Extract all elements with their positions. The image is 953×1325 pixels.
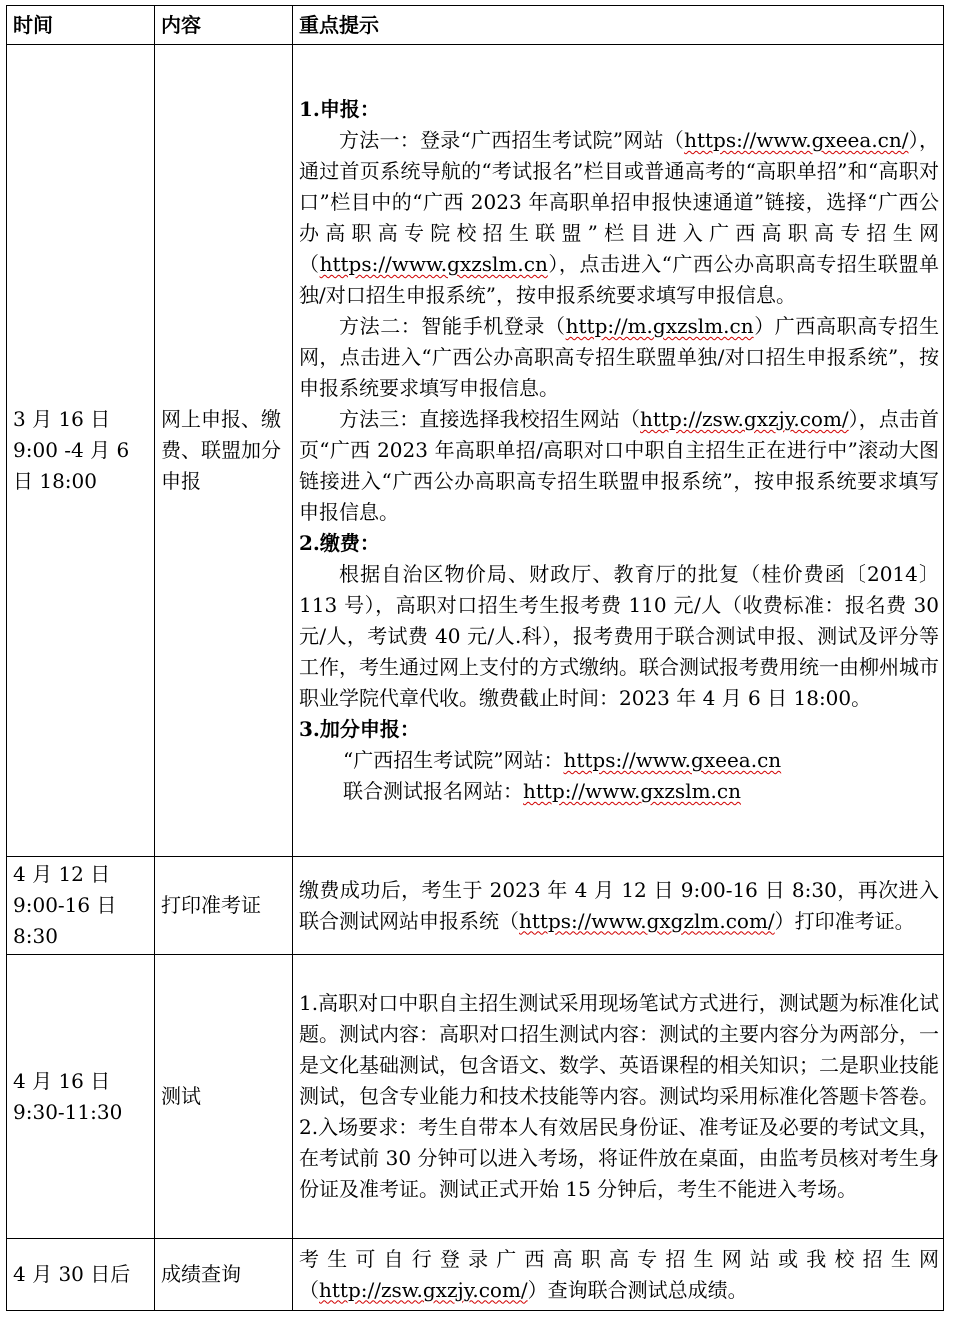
link-gxgzlm[interactable]: https://www.gxgzlm.com/ [519, 908, 775, 933]
method-three: 方法三：直接选择我校招生网站（http://zsw.gxzjy.com/），点击首页“广西 2023 年高职单招/高职对口中职自主招生正在进行中”滚动大图链接进入“广西公办高职高专招生联盟申报系统”，按申报系统要求填写申报信息。 [299, 407, 940, 524]
table-row [7, 45, 944, 857]
row-content: 打印准考证 [155, 857, 293, 955]
bonus-site-2: 联合测试报名网站：http://www.gxzslm.cn [343, 779, 741, 803]
table-row [7, 955, 944, 1239]
entry-requirements: 2.入场要求：考生自带本人有效居民身份证、准考证及必要的考试文具，在考试前 30 分钟可以进入考场，将证件放在桌面，由监考员核对考生身份证及准考证。测试正式开始 15 分钟后，考生不能进入考场。 [299, 1115, 939, 1201]
row-notes: 缴费成功后，考生于 2023 年 4 月 12 日 9:00-16 日 8:30，再次进入联合测试网站申报系统（https://www.gxgzlm.com/）打印准考证。 [293, 857, 944, 955]
row-time: 3 月 16 日 9:00 -4 月 6 日 18:00 [7, 45, 155, 857]
fee-text: 根据自治区物价局、财政厅、教育厅的批复（桂价费函〔2014〕113 号），高职对口招生考生报考费 110 元/人（收费标准：报名费 30 元/人，考试费 40 元/人.科），报考费用于联合测试申报、测试及评分等工作，考生通过网上支付的方式缴纳。联合测试报考费用统一由柳州城市职业学院代章代收。缴费截止时间：2023 年 4 月 6 日 18:00。 [299, 562, 939, 710]
link-gxeea[interactable]: https://www.gxeea.cn/ [684, 128, 909, 152]
row-notes [293, 955, 944, 1239]
link-gxeea-2[interactable]: https://www.gxeea.cn [563, 748, 782, 772]
link-mobile-gxzslm[interactable]: http://m.gxzslm.cn [565, 314, 754, 338]
row-time: 4 月 16 日 9:30-11:30 [7, 955, 155, 1239]
method-one: 方法一：登录“广西招生考试院”网站（https://www.gxeea.cn/），通过首页系统导航的“考试报名”栏目或普通高考的“高职单招”和“高职对口”栏目中的“广西 2023 年高职单招申报快速通道”链接，选择“广西公办高职高专院校招生联盟”栏目进入广西高职高专招生网（https://www.gxzslm.cn），点击进入“广西公办高职高专招生联盟单独/对口招生申报系统”，按申报系统要求填写申报信息。 [299, 128, 940, 307]
header-content: 内容 [155, 6, 293, 45]
method-two: 方法二：智能手机登录（http://m.gxzslm.cn）广西高职高专招生网，点击进入“广西公办高职高专招生联盟单独/对口招生申报系统”，按申报系统要求填写申报信息。 [299, 314, 940, 400]
bonus-site-1: “广西招生考试院”网站：https://www.gxeea.cn [343, 748, 782, 772]
section-title: 2.缴费： [299, 531, 380, 555]
header-row [7, 6, 944, 45]
header-notes: 重点提示 [293, 6, 944, 45]
test-content: 1.高职对口中职自主招生测试采用现场笔试方式进行，测试题为标准化试题。测试内容：高职对口招生测试内容：测试的主要内容分为两部分，一是文化基础测试，包含语文、数学、英语课程的相关知识；二是职业技能测试，包含专业能力和技术技能等内容。测试均采用标准化答题卡答卷。 [299, 991, 939, 1108]
table-row [7, 1239, 944, 1311]
link-gxzslm-2[interactable]: http://www.gxzslm.cn [523, 779, 741, 803]
row-time: 4 月 12 日 9:00-16 日 8:30 [7, 857, 155, 955]
row-content: 网上申报、缴费、联盟加分申报 [155, 45, 293, 857]
row-time: 4 月 30 日后 [7, 1239, 155, 1311]
header-time: 时间 [7, 6, 155, 45]
section-title: 1.申报： [299, 97, 380, 121]
table-row [7, 857, 944, 955]
row-content: 成绩查询 [155, 1239, 293, 1311]
row-notes: 考生可自行登录广西高职高专招生网站或我校招生网（http://zsw.gxzjy.com/）查询联合测试总成绩。 [293, 1239, 944, 1311]
row-content: 测试 [155, 955, 293, 1239]
schedule-table [6, 5, 944, 1311]
link-gxzslm[interactable]: https://www.gxzslm.cn [319, 252, 548, 276]
section-title: 3.加分申报： [299, 717, 420, 741]
link-zsw[interactable]: http://zsw.gxzjy.com/ [640, 407, 849, 431]
row-notes [293, 45, 944, 857]
link-zsw-2[interactable]: http://zsw.gxzjy.com/ [319, 1277, 528, 1302]
